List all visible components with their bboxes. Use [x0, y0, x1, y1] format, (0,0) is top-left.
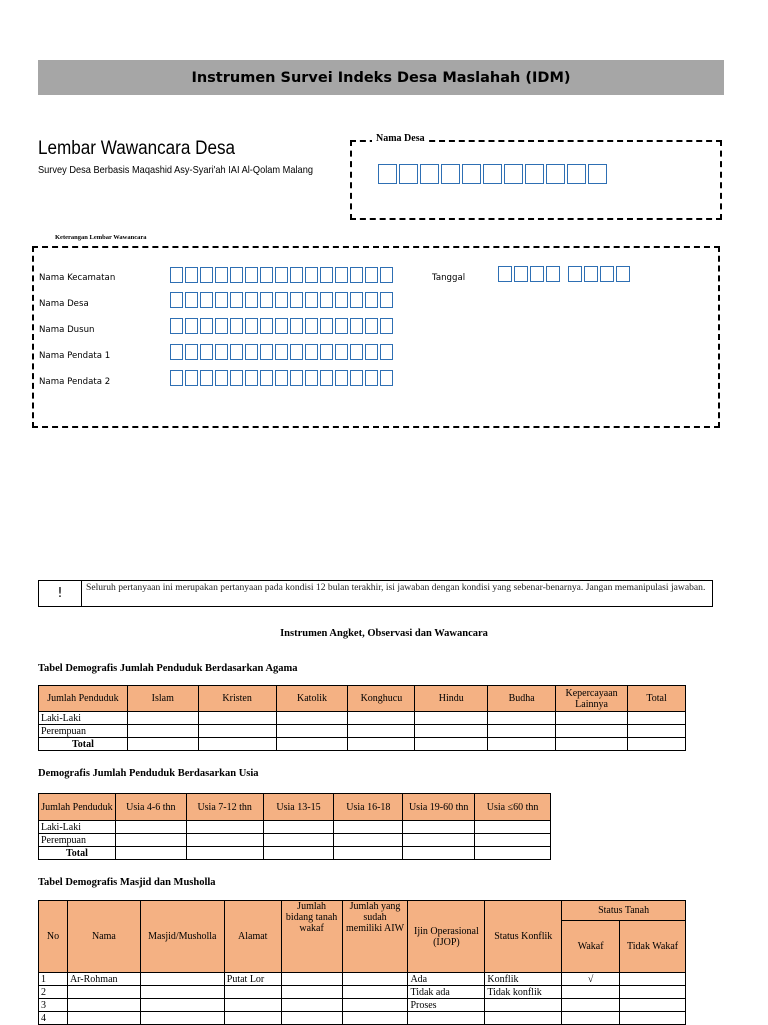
header-cell: Nama: [67, 901, 140, 973]
cell-wakaf[interactable]: √: [562, 973, 620, 986]
cell-masjid[interactable]: [140, 973, 224, 986]
char-box[interactable]: [350, 318, 363, 334]
header-cell: Islam: [127, 686, 198, 712]
char-box[interactable]: [498, 266, 512, 282]
header-cell: Usia 7-12 thn: [186, 794, 263, 821]
char-box[interactable]: [335, 318, 348, 334]
char-box[interactable]: [260, 344, 273, 360]
char-box[interactable]: [616, 266, 630, 282]
row-label: Total: [39, 738, 128, 751]
char-box[interactable]: [215, 267, 228, 283]
row-label: Total: [39, 847, 116, 860]
cell-no[interactable]: 1: [39, 973, 68, 986]
field-label-desa: Nama Desa: [39, 299, 89, 309]
char-box[interactable]: [462, 164, 481, 184]
cell-aiw[interactable]: [342, 986, 408, 999]
header-cell: No: [39, 901, 68, 973]
pendata-2-input-boxes[interactable]: [170, 370, 393, 386]
cell-bidang[interactable]: [281, 1012, 342, 1025]
cell-alamat[interactable]: [224, 999, 281, 1012]
char-box[interactable]: [584, 266, 598, 282]
char-box[interactable]: [305, 344, 318, 360]
char-box[interactable]: [245, 318, 258, 334]
table-agama: [38, 685, 686, 751]
char-box[interactable]: [305, 267, 318, 283]
cell-wakaf[interactable]: [562, 1012, 620, 1025]
char-box[interactable]: [350, 370, 363, 386]
char-box[interactable]: [170, 344, 183, 360]
kecamatan-input-boxes[interactable]: [170, 267, 393, 283]
row-label: Laki-Laki: [39, 712, 128, 725]
cell-konflik[interactable]: Tidak konflik: [485, 986, 562, 999]
char-box[interactable]: [275, 370, 288, 386]
warning-box: [38, 580, 713, 607]
cell-bidang[interactable]: [281, 986, 342, 999]
header-cell: Katolik: [276, 686, 348, 712]
char-box[interactable]: [350, 344, 363, 360]
cell-tidak_wakaf[interactable]: [620, 1012, 686, 1025]
char-box[interactable]: [380, 292, 393, 308]
cell-aiw[interactable]: [342, 999, 408, 1012]
field-label-pendata-1: Nama Pendata 1: [39, 351, 111, 361]
table-row: [39, 712, 686, 725]
char-box[interactable]: [305, 318, 318, 334]
cell-konflik[interactable]: Konflik: [485, 973, 562, 986]
char-box[interactable]: [365, 344, 378, 360]
table-row: [39, 725, 686, 738]
char-box[interactable]: [380, 267, 393, 283]
char-box[interactable]: [230, 292, 243, 308]
lembar-subtitle: Survey Desa Berbasis Maqashid Asy-Syari'ah IAI Al-Qolam Malang: [38, 164, 313, 176]
table-row: [39, 738, 686, 751]
table-row: [39, 999, 686, 1012]
cell-nama[interactable]: [67, 986, 140, 999]
header-cell: Jumlah bidang tanah wakaf: [281, 901, 342, 973]
cell-masjid[interactable]: [140, 999, 224, 1012]
char-box[interactable]: [170, 370, 183, 386]
char-box[interactable]: [200, 344, 213, 360]
char-box[interactable]: [260, 370, 273, 386]
header-cell: Usia 4-6 thn: [115, 794, 186, 821]
char-box[interactable]: [245, 267, 258, 283]
cell-tidak_wakaf[interactable]: [620, 973, 686, 986]
cell-aiw[interactable]: [342, 973, 408, 986]
lembar-title: Lembar Wawancara Desa: [38, 138, 236, 159]
cell-wakaf[interactable]: [562, 986, 620, 999]
char-box[interactable]: [185, 292, 198, 308]
cell-ijop[interactable]: Proses: [408, 999, 485, 1012]
char-box[interactable]: [200, 370, 213, 386]
char-box[interactable]: [275, 318, 288, 334]
char-box[interactable]: [335, 370, 348, 386]
cell-alamat[interactable]: [224, 1012, 281, 1025]
pendata-1-input-boxes[interactable]: [170, 344, 393, 360]
table-masjid-title: Tabel Demografis Masjid dan Musholla: [38, 877, 216, 888]
cell-bidang[interactable]: [281, 973, 342, 986]
char-box[interactable]: [290, 267, 303, 283]
cell-nama[interactable]: [67, 1012, 140, 1025]
table-masjid: [38, 900, 686, 1025]
char-box[interactable]: [290, 370, 303, 386]
header-cell: Jumlah Penduduk: [39, 686, 128, 712]
char-box[interactable]: [441, 164, 460, 184]
char-box[interactable]: [275, 344, 288, 360]
nama-desa-label: Nama Desa: [372, 133, 429, 144]
char-box[interactable]: [260, 292, 273, 308]
header-cell: Wakaf: [562, 921, 620, 973]
char-box[interactable]: [335, 267, 348, 283]
keterangan-label: Keterangan Lembar Wawancara: [52, 234, 149, 241]
cell-nama[interactable]: [67, 999, 140, 1012]
char-box[interactable]: [546, 164, 565, 184]
char-box[interactable]: [185, 267, 198, 283]
char-box[interactable]: [514, 266, 528, 282]
char-box[interactable]: [200, 292, 213, 308]
char-box[interactable]: [567, 164, 586, 184]
page-title-bar: [38, 60, 724, 95]
row-label: Perempuan: [39, 834, 116, 847]
char-box[interactable]: [305, 370, 318, 386]
table-agama-title: Tabel Demografis Jumlah Penduduk Berdasarkan Agama: [38, 663, 298, 674]
char-box[interactable]: [185, 370, 198, 386]
header-cell: Tidak Wakaf: [620, 921, 686, 973]
header-cell: Total: [628, 686, 686, 712]
cell-alamat[interactable]: [224, 986, 281, 999]
char-box[interactable]: [335, 344, 348, 360]
char-box[interactable]: [290, 318, 303, 334]
char-box[interactable]: [504, 164, 523, 184]
cell-tidak_wakaf[interactable]: [620, 986, 686, 999]
cell-no[interactable]: 2: [39, 986, 68, 999]
char-box[interactable]: [230, 344, 243, 360]
char-box[interactable]: [380, 318, 393, 334]
char-box[interactable]: [260, 267, 273, 283]
header-cell: Ijin Operasional (IJOP): [408, 901, 485, 973]
char-box[interactable]: [365, 318, 378, 334]
char-box[interactable]: [215, 318, 228, 334]
dusun-input-boxes[interactable]: [170, 318, 393, 334]
page-title: Instrumen Survei Indeks Desa Maslahah (IDM): [191, 69, 571, 86]
warning-icon: !: [39, 581, 82, 606]
header-cell: Usia ≤60 thn: [475, 794, 551, 821]
char-box[interactable]: [230, 267, 243, 283]
char-box[interactable]: [399, 164, 418, 184]
cell-masjid[interactable]: [140, 1012, 224, 1025]
cell-masjid[interactable]: [140, 986, 224, 999]
char-box[interactable]: [335, 292, 348, 308]
char-box[interactable]: [320, 370, 333, 386]
table-row: [39, 834, 551, 847]
header-cell: Budha: [488, 686, 556, 712]
header-cell: Jumlah Penduduk: [39, 794, 116, 821]
field-label-kecamatan: Nama Kecamatan: [39, 273, 116, 283]
tanggal-label: Tanggal: [432, 273, 466, 283]
char-box[interactable]: [365, 267, 378, 283]
tanggal-input-boxes[interactable]: [498, 266, 630, 282]
cell-ijop[interactable]: Ada: [408, 973, 485, 986]
char-box[interactable]: [380, 344, 393, 360]
char-box[interactable]: [546, 266, 560, 282]
header-cell: Status Konflik: [485, 901, 562, 973]
char-box[interactable]: [245, 344, 258, 360]
header-cell: Jumlah yang sudah memiliki AIW: [342, 901, 408, 973]
char-box[interactable]: [320, 344, 333, 360]
char-box[interactable]: [365, 292, 378, 308]
cell-alamat[interactable]: Putat Lor: [224, 973, 281, 986]
table-row: [39, 986, 686, 999]
cell-nama[interactable]: Ar-Rohman: [67, 973, 140, 986]
char-box[interactable]: [320, 292, 333, 308]
table-usia-title: Demografis Jumlah Penduduk Berdasarkan Usia: [38, 768, 259, 779]
header-cell: Usia 19-60 thn: [403, 794, 475, 821]
char-box[interactable]: [530, 266, 544, 282]
char-box[interactable]: [290, 344, 303, 360]
char-box[interactable]: [350, 267, 363, 283]
char-box[interactable]: [320, 318, 333, 334]
char-box[interactable]: [525, 164, 544, 184]
cell-ijop[interactable]: [408, 1012, 485, 1025]
char-box[interactable]: [230, 370, 243, 386]
row-label: Perempuan: [39, 725, 128, 738]
char-box[interactable]: [185, 344, 198, 360]
char-box[interactable]: [245, 292, 258, 308]
char-box[interactable]: [185, 318, 198, 334]
table-row: [39, 847, 551, 860]
char-box[interactable]: [588, 164, 607, 184]
cell-no[interactable]: 3: [39, 999, 68, 1012]
char-box[interactable]: [350, 292, 363, 308]
nama-desa-input-boxes[interactable]: [378, 164, 607, 184]
char-box[interactable]: [200, 318, 213, 334]
cell-wakaf[interactable]: [562, 999, 620, 1012]
char-box[interactable]: [378, 164, 397, 184]
desa-input-boxes[interactable]: [170, 292, 393, 308]
char-box[interactable]: [215, 370, 228, 386]
header-cell: Masjid/Musholla: [140, 901, 224, 973]
table-row: [39, 1012, 686, 1025]
char-box[interactable]: [290, 292, 303, 308]
table-row: [39, 821, 551, 834]
char-box[interactable]: [245, 370, 258, 386]
char-box[interactable]: [275, 267, 288, 283]
header-cell: Usia 16-18: [334, 794, 403, 821]
char-box[interactable]: [420, 164, 439, 184]
table-usia: [38, 793, 551, 860]
char-box[interactable]: [568, 266, 582, 282]
char-box[interactable]: [365, 370, 378, 386]
char-box[interactable]: [170, 318, 183, 334]
cell-aiw[interactable]: [342, 1012, 408, 1025]
char-box[interactable]: [230, 318, 243, 334]
char-box[interactable]: [380, 370, 393, 386]
char-box[interactable]: [260, 318, 273, 334]
cell-konflik[interactable]: [485, 999, 562, 1012]
row-label: Laki-Laki: [39, 821, 116, 834]
cell-tidak_wakaf[interactable]: [620, 999, 686, 1012]
warning-text: Seluruh pertanyaan ini merupakan pertanyaan pada kondisi 12 bulan terakhir, isi jawaban dengan kondisi yang sebenar-benarnya. Jangan memanipulasi jawaban.: [86, 582, 706, 593]
header-cell: Status Tanah: [562, 901, 686, 921]
char-box[interactable]: [305, 292, 318, 308]
char-box[interactable]: [320, 267, 333, 283]
field-label-dusun: Nama Dusun: [39, 325, 95, 335]
cell-bidang[interactable]: [281, 999, 342, 1012]
cell-konflik[interactable]: [485, 1012, 562, 1025]
header-cell: Usia 13-15: [263, 794, 334, 821]
cell-no[interactable]: 4: [39, 1012, 68, 1025]
cell-ijop[interactable]: Tidak ada: [408, 986, 485, 999]
section-center-title: Instrumen Angket, Observasi dan Wawancara: [280, 628, 488, 639]
field-label-pendata-2: Nama Pendata 2: [39, 377, 111, 387]
char-box[interactable]: [215, 344, 228, 360]
header-cell: Alamat: [224, 901, 281, 973]
header-cell: Kristen: [198, 686, 276, 712]
char-box[interactable]: [170, 267, 183, 283]
char-box[interactable]: [600, 266, 614, 282]
table-row: [39, 973, 686, 986]
header-cell: Kepercayaan Lainnya: [556, 686, 628, 712]
char-box[interactable]: [483, 164, 502, 184]
char-box[interactable]: [215, 292, 228, 308]
char-box[interactable]: [275, 292, 288, 308]
char-box[interactable]: [170, 292, 183, 308]
char-box[interactable]: [200, 267, 213, 283]
header-cell: Hindu: [415, 686, 488, 712]
header-cell: Konghucu: [348, 686, 415, 712]
